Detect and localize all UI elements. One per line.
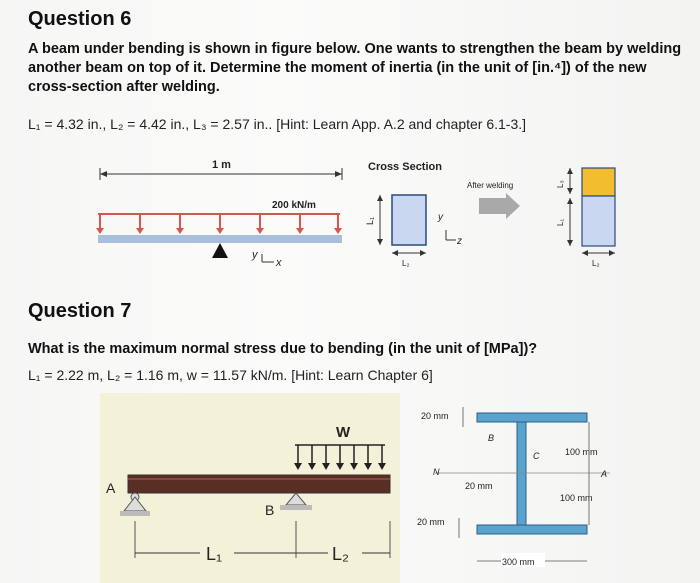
dim-300mm: 300 mm <box>502 557 535 567</box>
axis-y-label: y <box>252 249 258 261</box>
question-7-beam-figure <box>100 393 400 583</box>
dim-20mm-web: 20 mm <box>465 481 493 491</box>
cs-axis-z: z <box>457 236 462 247</box>
question-7-title: Question 7 <box>28 300 132 322</box>
bottom-flange <box>477 525 587 534</box>
question-6-prompt: A beam under bending is shown in figure below. One wants to strengthen the beam by welding another beam on top of it. Determine the moment of inertia (in the unit of [in.⁴]) of the new cross-section after welding. <box>28 41 682 95</box>
dim-20mm-top: 20 mm <box>421 411 449 421</box>
w-label: W <box>336 424 351 441</box>
question-6-figure <box>0 150 700 280</box>
beam-body <box>128 475 390 493</box>
top-flange <box>477 413 587 422</box>
axis-a-label: A <box>601 469 608 479</box>
question-6-title: Question 6 <box>28 8 132 30</box>
point-b-ibeam: B <box>488 433 495 443</box>
l2-label: L₂ <box>332 544 349 564</box>
l1-label: L₁ <box>206 544 223 564</box>
axis-x-label: x <box>276 257 282 269</box>
after-welding-label: After welding <box>467 181 514 190</box>
dim-20mm-bottom: 20 mm <box>417 517 445 527</box>
cs-l2-label: L₂ <box>402 259 410 268</box>
n-label: N <box>433 467 440 477</box>
load-label: 200 kN/m <box>272 200 316 211</box>
web <box>517 422 526 525</box>
welded-bottom-section <box>582 196 615 246</box>
point-b-label: B <box>265 502 275 518</box>
cs-l1-label: L₁ <box>365 216 375 225</box>
cross-section-rect <box>392 195 426 245</box>
span-label: 1 m <box>212 159 231 171</box>
cs-axis-y: y <box>438 212 443 223</box>
point-c-ibeam: C <box>533 451 540 461</box>
welded-top-section <box>582 168 615 196</box>
load-arrows <box>96 214 342 234</box>
beam <box>98 235 342 243</box>
arrow-icon <box>479 193 520 219</box>
dim-100mm-bottom: 100 mm <box>560 493 593 503</box>
pin-support <box>212 243 228 258</box>
weld-l2-label: L₂ <box>592 259 600 268</box>
cross-section-label: Cross Section <box>368 161 442 173</box>
question-6-params: L₁ = 4.32 in., L₂ = 4.42 in., L₃ = 2.57 in.. [Hint: Learn App. A.2 and chapter 6.1-3.] <box>28 116 527 132</box>
question-7-params: L₁ = 2.22 m, L₂ = 1.16 m, w = 11.57 kN/m. [Hint: Learn Chapter 6] <box>28 367 433 383</box>
dim-100mm-top: 100 mm <box>565 447 598 457</box>
point-a-label: A <box>106 480 116 496</box>
question-7-ibeam-figure <box>405 393 620 583</box>
weld-l1-label: L₁ <box>556 218 565 226</box>
weld-l3-label: L₃ <box>556 180 565 188</box>
question-7-prompt: What is the maximum normal stress due to bending (in the unit of [MPa])? <box>28 341 538 357</box>
